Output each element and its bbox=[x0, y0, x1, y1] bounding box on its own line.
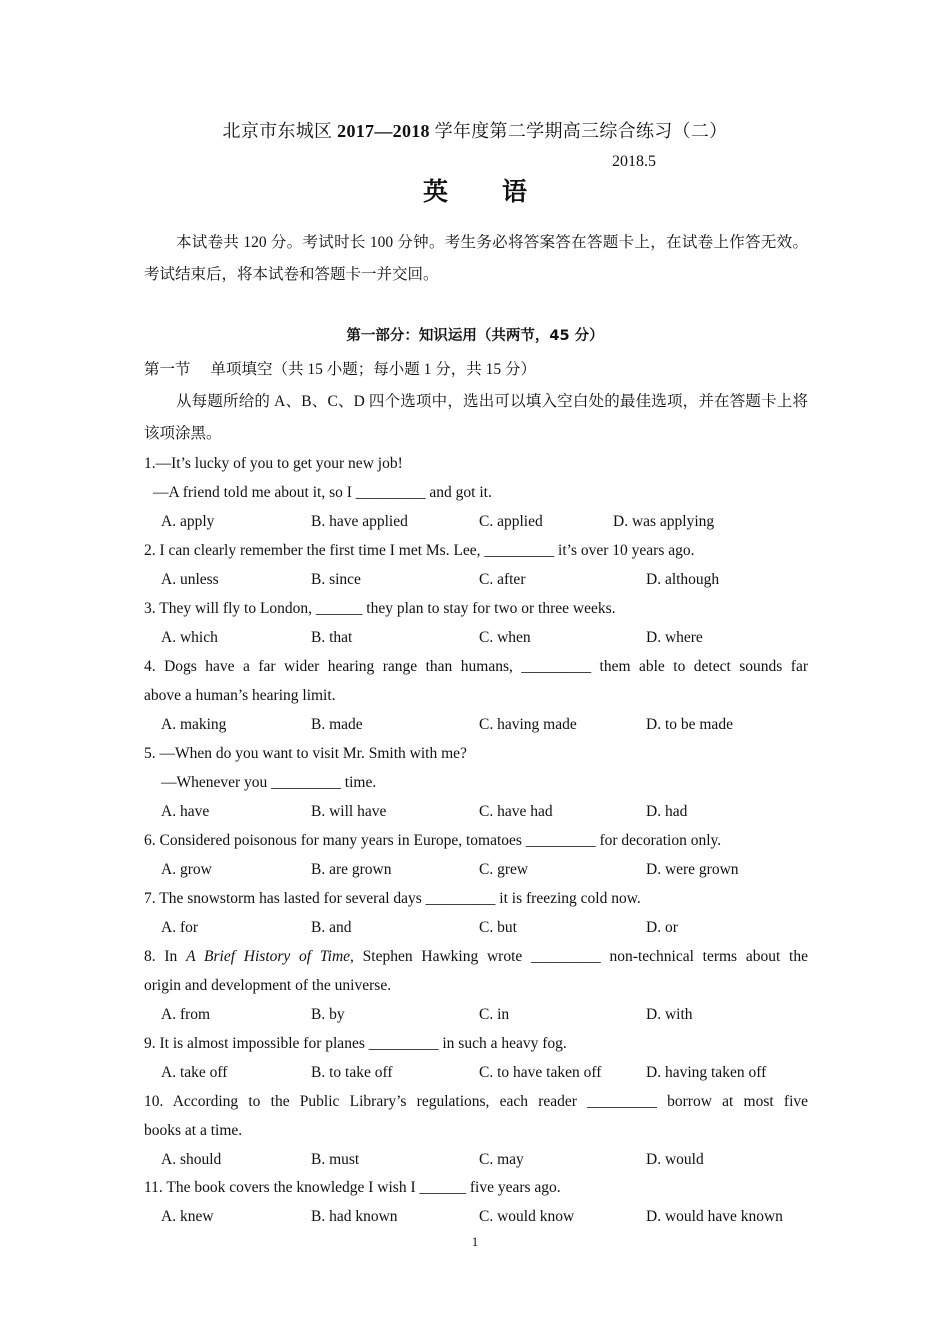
question-8-option-b: B. by bbox=[311, 1006, 345, 1023]
question-4-option-a: A. making bbox=[161, 716, 227, 733]
section-label: 第一节 bbox=[144, 361, 191, 378]
subject-char-1: 英 bbox=[422, 177, 448, 206]
question-10-option-a: A. should bbox=[161, 1151, 222, 1168]
question-6-option-c: C. grew bbox=[479, 861, 529, 878]
question-8-option-c: C. in bbox=[479, 1006, 510, 1023]
question-1-option-b: B. have applied bbox=[311, 513, 408, 530]
question-2-stem: 2. I can clearly remember the first time I met Ms. Lee, _________ it’s over 10 years ago. bbox=[144, 542, 695, 559]
question-10-option-b: B. must bbox=[311, 1151, 360, 1168]
intro-paragraph: 本试卷共 120 分。考试时长 100 分钟。考生务必将答案答在答题卡上，在试卷上作答无效。考试结束后，将本试卷和答题卡一并交回。 bbox=[144, 234, 808, 283]
question-4-option-d: D. to be made bbox=[646, 716, 733, 733]
question-8-stem bbox=[144, 948, 808, 966]
question-7-option-b: B. and bbox=[311, 919, 352, 936]
question-3-option-c: C. when bbox=[479, 629, 531, 646]
question-5-option-d: D. had bbox=[646, 803, 688, 820]
question-2-option-d: D. although bbox=[646, 571, 720, 588]
instructions: 从每题所给的 A、B、C、D 四个选项中，选出可以填入空白处的最佳选项，并在答题卡上将该项涂黑。 bbox=[144, 393, 808, 442]
question-1-option-d: D. was applying bbox=[613, 513, 715, 530]
question-11-option-a: A. knew bbox=[161, 1208, 214, 1225]
question-4-stem: 4. Dogs have a far wider hearing range than humans, _________ them able to detect sounds far bbox=[144, 658, 808, 675]
page-number: 1 bbox=[471, 1234, 479, 1249]
question-7-stem: 7. The snowstorm has lasted for several days _________ it is freezing cold now. bbox=[144, 890, 641, 907]
section-description: 单项填空（共 15 小题；每小题 1 分，共 15 分） bbox=[210, 361, 537, 378]
question-11-stem: 11. The book covers the knowledge I wish I ______ five years ago. bbox=[144, 1179, 561, 1196]
question-6-option-a: A. grow bbox=[161, 861, 212, 878]
question-5-option-b: B. will have bbox=[311, 803, 387, 820]
question-5-option-c: C. have had bbox=[479, 803, 553, 820]
subject-char-2: 语 bbox=[502, 177, 528, 206]
question-11-option-b: B. had known bbox=[311, 1208, 398, 1225]
question-1-response: —A friend told me about it, so I _________ and got it. bbox=[153, 484, 492, 501]
section-heading bbox=[144, 357, 536, 379]
question-6-option-b: B. are grown bbox=[311, 861, 392, 878]
question-10-option-c: C. may bbox=[479, 1151, 524, 1168]
question-3-option-d: D. where bbox=[646, 629, 703, 646]
exam-date: 2018.5 bbox=[612, 153, 656, 170]
question-2-option-a: A. unless bbox=[161, 571, 219, 588]
question-5-response: —Whenever you _________ time. bbox=[161, 774, 377, 791]
question-3-option-b: B. that bbox=[311, 629, 353, 646]
question-9-option-d: D. having taken off bbox=[646, 1064, 767, 1081]
question-1-stem: 1.—It’s lucky of you to get your new job! bbox=[144, 455, 403, 472]
subject-title bbox=[0, 172, 950, 208]
question-9-stem: 9. It is almost impossible for planes _________ in such a heavy fog. bbox=[144, 1035, 567, 1052]
question-10-option-d: D. would bbox=[646, 1151, 704, 1168]
question-4-option-c: C. having made bbox=[479, 716, 577, 733]
question-8-stem-continued: origin and development of the universe. bbox=[144, 977, 392, 994]
question-7-option-d: D. or bbox=[646, 919, 678, 936]
question-8-stem-end: , Stephen Hawking wrote _________ non-technical terms about the bbox=[350, 948, 808, 965]
question-4-option-b: B. made bbox=[311, 716, 363, 733]
question-8-stem-start: 8. In bbox=[144, 948, 187, 965]
question-1-option-a: A. apply bbox=[161, 513, 215, 530]
question-6-stem: 6. Considered poisonous for many years in Europe, tomatoes _________ for decoration only. bbox=[144, 832, 722, 849]
question-8-option-d: D. with bbox=[646, 1006, 693, 1023]
title-years: 2017—2018 bbox=[337, 121, 430, 141]
question-8-option-a: A. from bbox=[161, 1006, 211, 1023]
question-9-option-a: A. take off bbox=[161, 1064, 228, 1081]
question-3-stem: 3. They will fly to London, ______ they plan to stay for two or three weeks. bbox=[144, 600, 616, 617]
question-5-stem: 5. —When do you want to visit Mr. Smith with me? bbox=[144, 745, 467, 762]
question-9-option-c: C. to have taken off bbox=[479, 1064, 602, 1081]
question-7-option-c: C. but bbox=[479, 919, 517, 936]
question-10-stem-continued: books at a time. bbox=[144, 1122, 243, 1139]
question-11-option-c: C. would know bbox=[479, 1208, 575, 1225]
question-3-option-a: A. which bbox=[161, 629, 218, 646]
question-2-option-b: B. since bbox=[311, 571, 361, 588]
title-suffix: 学年度第二学期高三综合练习（二） bbox=[429, 121, 728, 141]
question-7-option-a: A. for bbox=[161, 919, 199, 936]
question-4-stem-continued: above a human’s hearing limit. bbox=[144, 687, 336, 704]
title-prefix: 北京市东城区 bbox=[222, 121, 338, 141]
question-1-option-c: C. applied bbox=[479, 513, 543, 530]
question-2-option-c: C. after bbox=[479, 571, 526, 588]
question-5-option-a: A. have bbox=[161, 803, 210, 820]
book-title: A Brief History of Time bbox=[186, 948, 351, 965]
part-heading: 第一部分：知识运用（共两节，45 分） bbox=[346, 328, 604, 344]
question-6-option-d: D. were grown bbox=[646, 861, 739, 878]
question-10-stem: 10. According to the Public Library’s regulations, each reader _________ borrow at most five bbox=[144, 1093, 808, 1110]
question-11-option-d: D. would have known bbox=[646, 1208, 783, 1225]
exam-title bbox=[0, 117, 950, 143]
question-9-option-b: B. to take off bbox=[311, 1064, 393, 1081]
